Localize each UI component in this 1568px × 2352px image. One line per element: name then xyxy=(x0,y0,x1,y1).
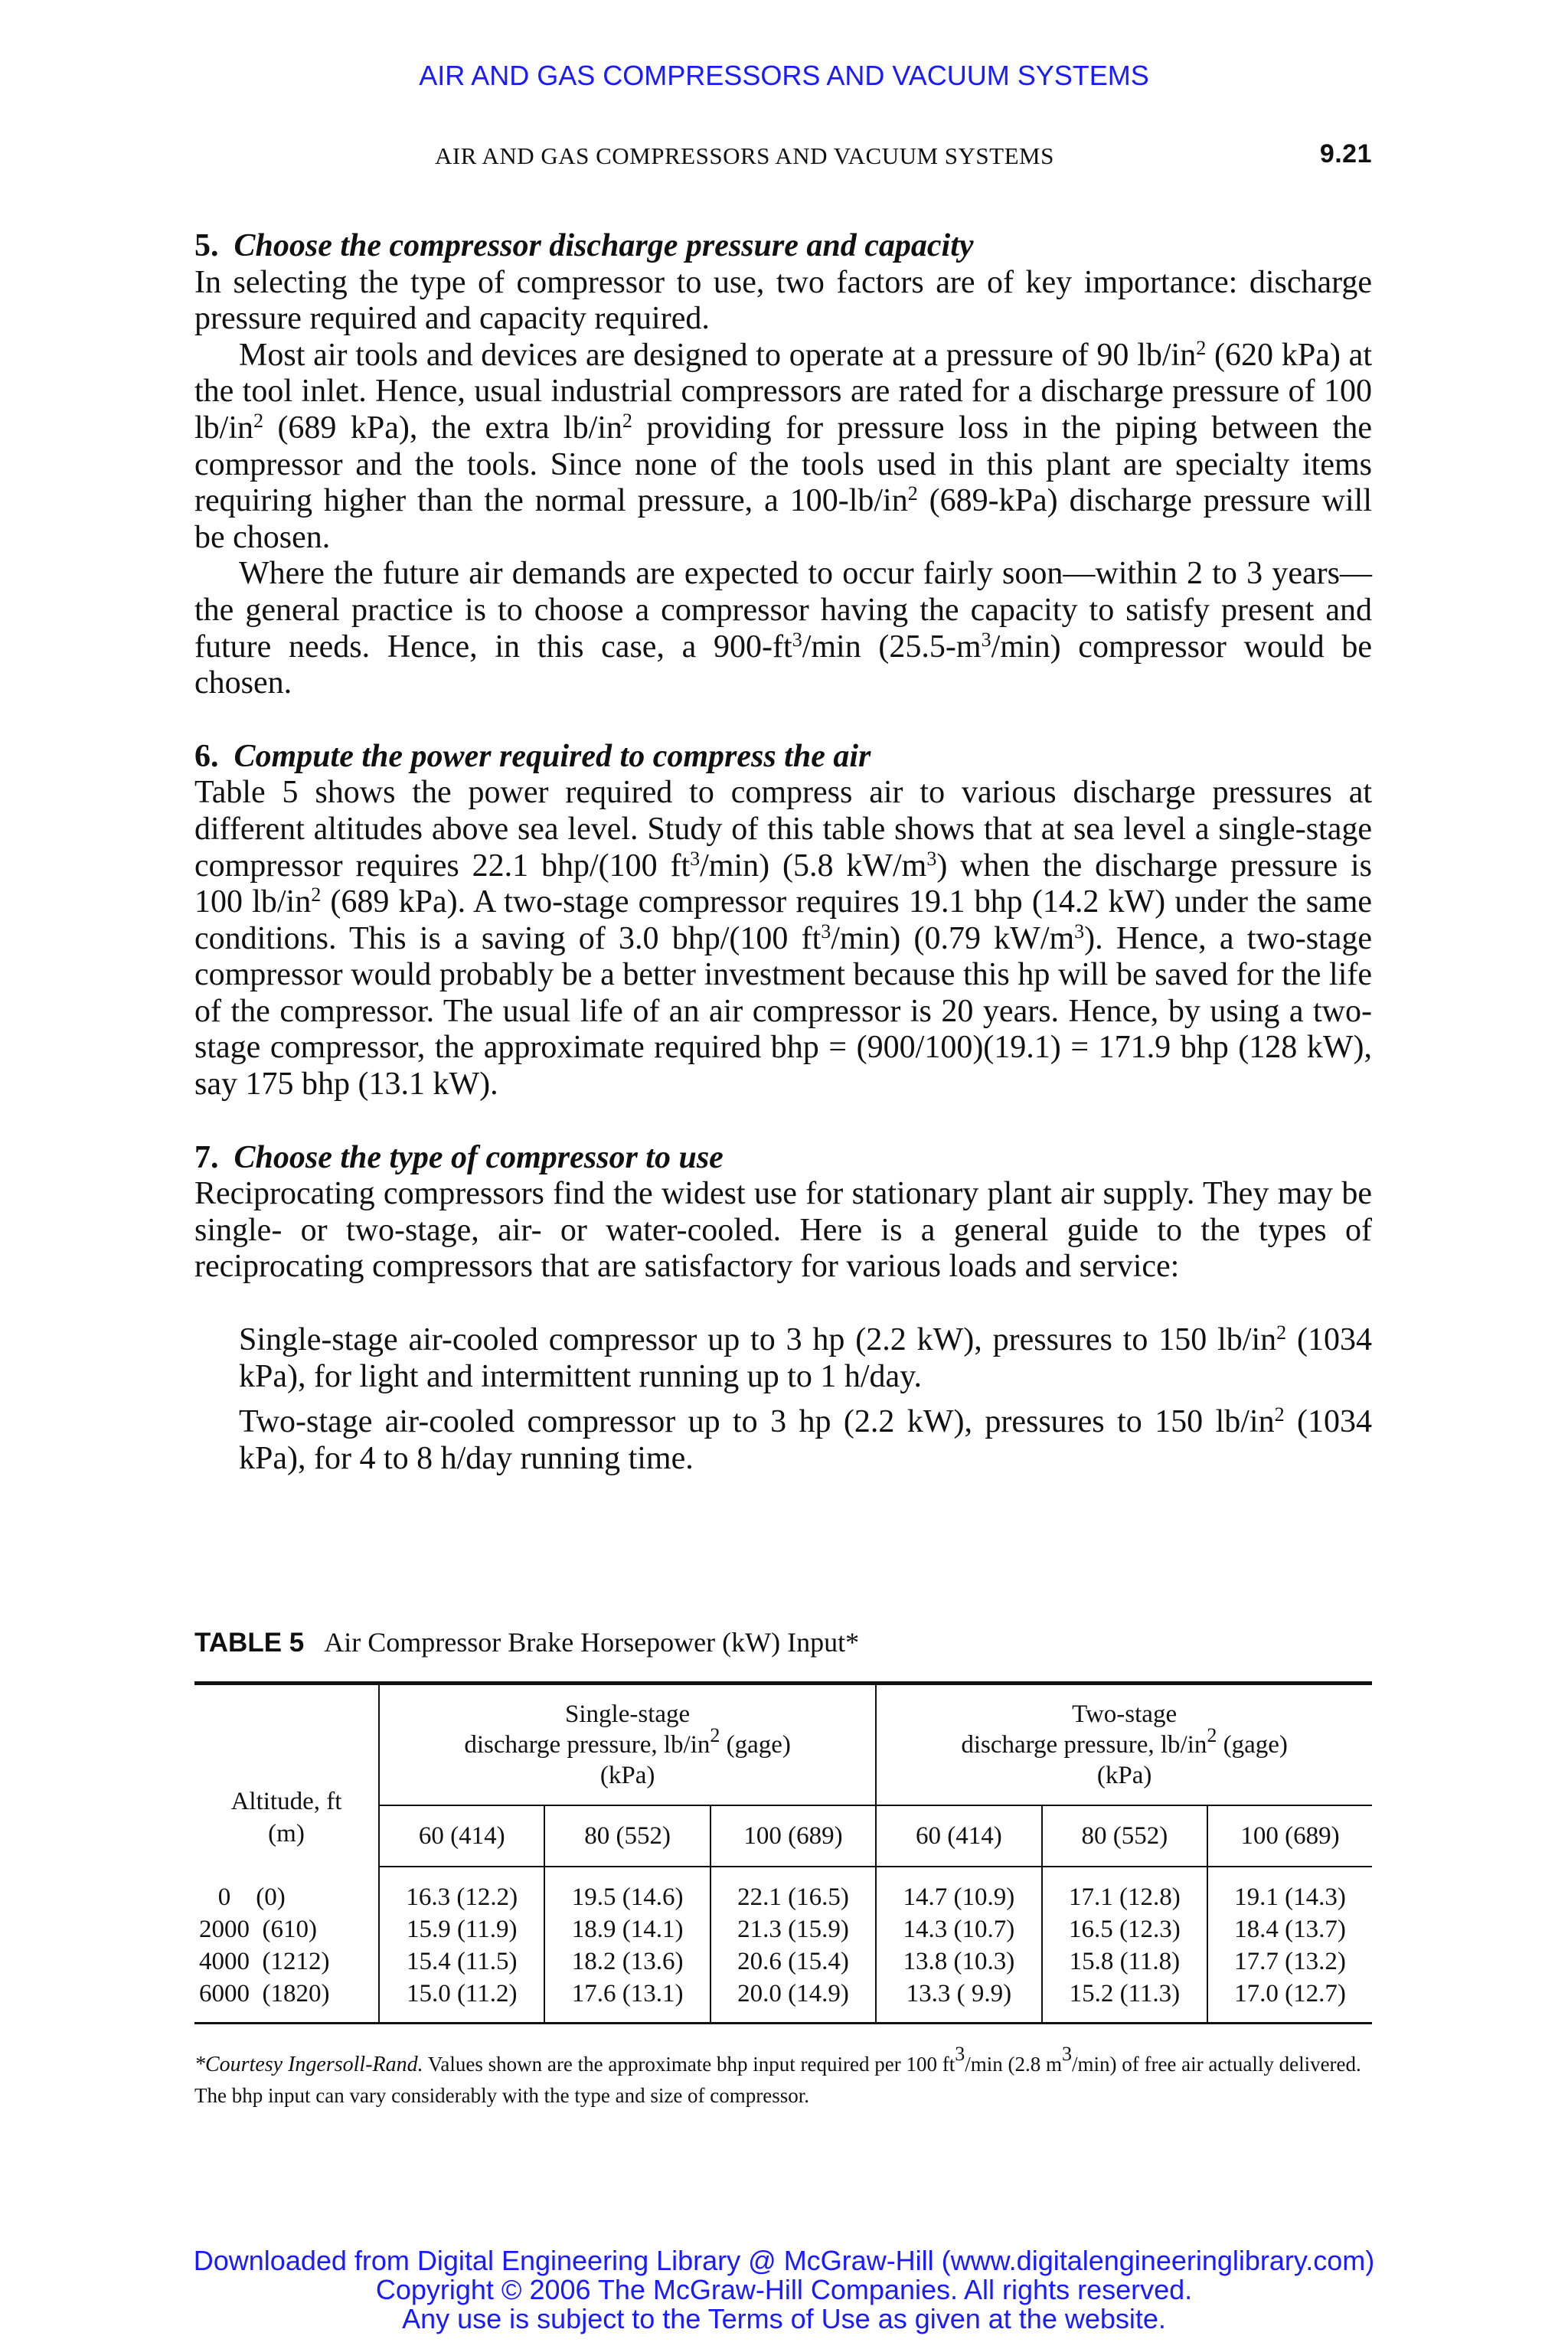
altitude-header-line-2: (m) xyxy=(268,1820,305,1847)
column-header: 60 (414) xyxy=(876,1805,1041,1867)
altitude-header xyxy=(194,1684,379,1867)
download-credit xyxy=(0,2246,1568,2334)
step-5-title: Choose the compressor discharge pressure and capacity xyxy=(234,228,974,263)
value-cell: 18.9 (14.1) xyxy=(544,1913,710,1945)
table-group-header-row xyxy=(194,1684,1372,1806)
altitude-header-line-1: Altitude, ft xyxy=(230,1788,342,1815)
table-footnote xyxy=(194,2043,1372,2112)
value-cell: 17.6 (13.1) xyxy=(544,1978,710,2024)
value-cell: 15.2 (11.3) xyxy=(1042,1978,1207,2024)
value-cell: 20.6 (15.4) xyxy=(710,1945,876,1978)
value-cell: 13.3 ( 9.9) xyxy=(876,1978,1041,2024)
value-cell: 21.3 (15.9) xyxy=(710,1913,876,1945)
value-cell: 17.1 (12.8) xyxy=(1042,1867,1207,1913)
value-cell: 16.5 (12.3) xyxy=(1042,1913,1207,1945)
running-head-title: AIR AND GAS COMPRESSORS AND VACUUM SYSTEMS xyxy=(435,142,1054,169)
value-cell: 18.4 (13.7) xyxy=(1207,1913,1372,1945)
bhp-table xyxy=(194,1681,1372,2024)
table-label: TABLE 5 xyxy=(194,1628,305,1658)
step-5-section xyxy=(194,228,1372,702)
column-header: 100 (689) xyxy=(1207,1805,1372,1867)
value-cell: 13.8 (10.3) xyxy=(876,1945,1041,1978)
value-cell: 18.2 (13.6) xyxy=(544,1945,710,1978)
guide-item-two-stage: Two-stage air-cooled compressor up to 3 hp (2.2 kW), pressures to 150 $lb/in^2$ (1034 kPa), for 4 to 8 h/day running time. xyxy=(239,1403,1372,1476)
table-row xyxy=(194,1978,1372,2024)
altitude-cell: 0 (0) xyxy=(199,1883,286,1911)
table-row xyxy=(194,1867,1372,1913)
banner-title: AIR AND GAS COMPRESSORS AND VACUUM SYSTEMS xyxy=(419,60,1149,91)
credit-line-3: Any use is subject to the Terms of Use as given at the website. xyxy=(402,2303,1166,2334)
step-6-title: Compute the power required to compress the air xyxy=(234,738,871,774)
value-cell: 20.0 (14.9) xyxy=(710,1978,876,2024)
value-cell: 15.9 (11.9) xyxy=(379,1913,544,1945)
step-5-paragraph-3: Where the future air demands are expected to occur fairly soon—within 2 to 3 years—the general practice is to choose a compressor having the capacity to satisfy present and future needs. Hence, in this case, a $900-ft^3/\min$ $(25.5-m^3/\min)$ compressor would be chosen. xyxy=(194,556,1373,701)
column-header: 80 (552) xyxy=(1042,1805,1207,1867)
value-cell: 15.8 (11.8) xyxy=(1042,1945,1207,1978)
credit-line-2: Copyright © 2006 The McGraw-Hill Companies. All rights reserved. xyxy=(375,2274,1193,2305)
footnote-text: Values shown are the approximate bhp input required per 100 $ft^3/\min$ (2.8 $m^3/\min$) of free air actually delivered. The bhp input can vary considerably with the type and size of compressor. xyxy=(194,2043,1361,2107)
step-6-number: 6. xyxy=(194,738,219,774)
single-stage-header-line-2: discharge pressure, $lb/in^2$ (gage) xyxy=(464,1724,791,1759)
column-header: 100 (689) xyxy=(710,1805,876,1867)
value-cell: 14.7 (10.9) xyxy=(876,1867,1041,1913)
step-7-title: Choose the type of compressor to use xyxy=(234,1139,724,1175)
table-title: Air Compressor Brake Horsepower (kW) Input* xyxy=(324,1627,860,1658)
two-stage-header-line-3: (kPa) xyxy=(1096,1762,1152,1789)
column-header: 60 (414) xyxy=(379,1805,544,1867)
single-stage-header-line-3: (kPa) xyxy=(599,1762,655,1789)
page-number: 9.21 xyxy=(1319,139,1372,168)
step-6-section xyxy=(194,739,1372,1103)
credit-line-1: Downloaded from Digital Engineering Library @ McGraw-Hill (www.digitalengineeringlibrary.com) xyxy=(193,2245,1375,2276)
two-stage-header-line-2: discharge pressure, $lb/in^2$ (gage) xyxy=(961,1724,1288,1759)
value-cell: 17.0 (12.7) xyxy=(1207,1978,1372,2024)
single-stage-header xyxy=(379,1684,876,1806)
altitude-cell: 6000 (1820) xyxy=(199,1980,330,2007)
altitude-cell: 2000 (610) xyxy=(199,1916,317,1943)
body-text xyxy=(194,228,1372,1514)
step-7-heading xyxy=(194,1140,1372,1177)
value-cell: 15.4 (11.5) xyxy=(379,1945,544,1978)
two-stage-header xyxy=(876,1684,1372,1806)
two-stage-header-line-1: Two-stage xyxy=(1072,1700,1178,1728)
table-row xyxy=(194,1913,1372,1945)
value-cell: 19.5 (14.6) xyxy=(544,1867,710,1913)
step-7-section xyxy=(194,1140,1372,1478)
step-5-paragraph-2: Most air tools and devices are designed to operate at a pressure of 90 $lb/in^2$ (620 kPa) at the tool inlet. Hence, usual industrial compressors are rated for a discharge pressure of 100 $lb/in^2$ (689 kPa), the extra $lb/in^2$ providing for pressure loss in the piping between the compressor and the tools. Since none of the tools used in this plant are specialty items requiring higher than the normal pressure, a $100-lb/in^2$ (689-kPa) discharge pressure will be chosen. xyxy=(194,336,1372,555)
value-cell: 17.7 (13.2) xyxy=(1207,1945,1372,1978)
value-cell: 15.0 (11.2) xyxy=(379,1978,544,2024)
step-6-paragraph-1: Table 5 shows the power required to compress air to various discharge pressures at different altitudes above sea level. Study of this table shows that at sea level a single-stage compressor requires 22.1 bhp/(100 $ft^3/\min$) (5.8 $kW/m^3$) when the discharge pressure is 100 $lb/in^2$ (689 kPa). A two-stage compressor requires 19.1 bhp (14.2 kW) under the same conditions. This is a saving of 3.0 bhp/(100 $ft^3/\min$) (0.79 $kW/m^3$). Hence, a two-stage compressor would probably be a better investment because this hp will be saved for the life of the compressor. The usual life of an air compressor is 20 years. Hence, by using a two-stage compressor, the approximate required bhp = (900/100)(19.1) = 171.9 bhp (128 kW), say 175 bhp (13.1 kW). xyxy=(194,775,1373,1102)
step-5-paragraph-1: In selecting the type of compressor to use, two factors are of key importance: discharge pressure required and capacity required. xyxy=(194,264,1372,337)
step-5-heading xyxy=(194,228,1372,265)
guide-item-single-stage: Single-stage air-cooled compressor up to 3 hp (2.2 kW), pressures to 150 $lb/in^2$ (1034 kPa), for light and intermittent running up to 1 h/day. xyxy=(239,1321,1372,1394)
compressor-guide xyxy=(194,1322,1372,1477)
value-cell: 22.1 (16.5) xyxy=(710,1867,876,1913)
step-7-paragraph-1: Reciprocating compressors find the widest use for stationary plant air supply. They may be single- or two-stage, air- or water-cooled. Here is a general guide to the types of reciprocating compressors that are satisfactory for various loads and service: xyxy=(194,1176,1372,1285)
table-caption xyxy=(194,1626,859,1658)
footnote-lead: *Courtesy Ingersoll-Rand. xyxy=(194,2053,423,2076)
column-header: 80 (552) xyxy=(544,1805,710,1867)
value-cell: 14.3 (10.7) xyxy=(876,1913,1041,1945)
value-cell: 16.3 (12.2) xyxy=(379,1867,544,1913)
step-6-heading xyxy=(194,739,1372,776)
single-stage-header-line-1: Single-stage xyxy=(565,1700,691,1728)
altitude-cell: 4000 (1212) xyxy=(199,1948,330,1975)
step-5-number: 5. xyxy=(194,228,219,263)
step-7-number: 7. xyxy=(194,1139,219,1175)
value-cell: 19.1 (14.3) xyxy=(1207,1867,1372,1913)
table-row xyxy=(194,1945,1372,1978)
